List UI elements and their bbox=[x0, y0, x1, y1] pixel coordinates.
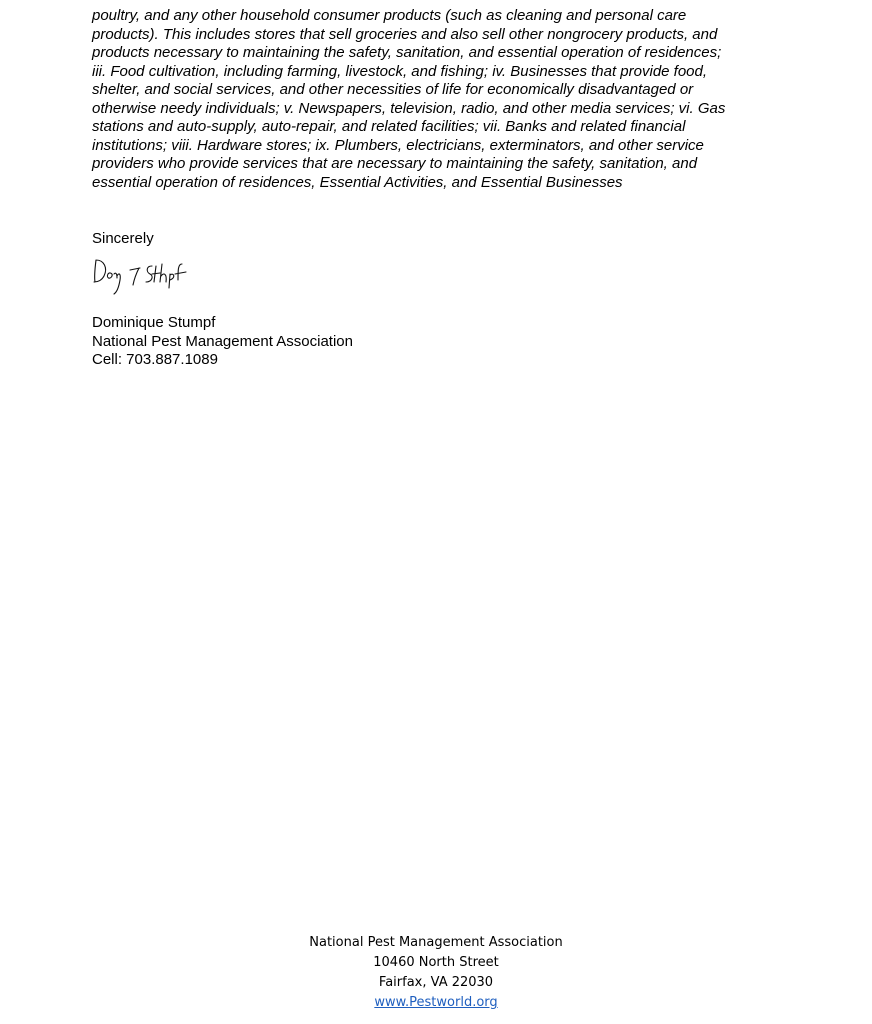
handwritten-signature bbox=[90, 252, 190, 296]
footer-city: Fairfax, VA 22030 bbox=[378, 975, 494, 990]
body-line: poultry, and any other household consumer products (such as cleaning and personal care bbox=[92, 7, 687, 24]
footer-website-link[interactable]: www.Pestworld.org bbox=[374, 995, 498, 1010]
body-line: stations and auto-supply, auto-repair, and related facilities; vii. Banks and related financial bbox=[92, 118, 686, 135]
body-line: products necessary to maintaining the safety, sanitation, and essential operation of residences; bbox=[92, 44, 722, 61]
body-line: products). This includes stores that sell groceries and also sell other nongrocery products, and bbox=[92, 25, 718, 43]
letterhead-footer bbox=[0, 933, 872, 1013]
closing-salutation: Sincerely bbox=[92, 230, 154, 247]
footer-organization: National Pest Management Association bbox=[309, 935, 563, 950]
signer-cell-phone: Cell: 703.887.1089 bbox=[92, 351, 218, 368]
body-line: shelter, and social services, and other necessities of life for economically disadvantaged or bbox=[92, 81, 694, 98]
body-line: iii. Food cultivation, including farming, livestock, and fishing; iv. Businesses that provide food, bbox=[92, 62, 708, 80]
signer-name: Dominique Stumpf bbox=[92, 314, 216, 331]
signer-organization: National Pest Management Association bbox=[92, 332, 353, 350]
letter-body bbox=[92, 7, 792, 192]
body-line: essential operation of residences, Essential Activities, and Essential Businesses bbox=[92, 173, 623, 191]
signature-block bbox=[92, 314, 353, 370]
body-line: providers who provide services that are necessary to maintaining the safety, sanitation, and bbox=[92, 155, 698, 172]
footer-street: 10460 North Street bbox=[373, 955, 499, 970]
body-line: institutions; viii. Hardware stores; ix. Plumbers, electricians, exterminators, and other service bbox=[92, 136, 704, 154]
body-line: otherwise needy individuals; v. Newspapers, television, radio, and other media services; vi. Gas bbox=[92, 99, 726, 117]
